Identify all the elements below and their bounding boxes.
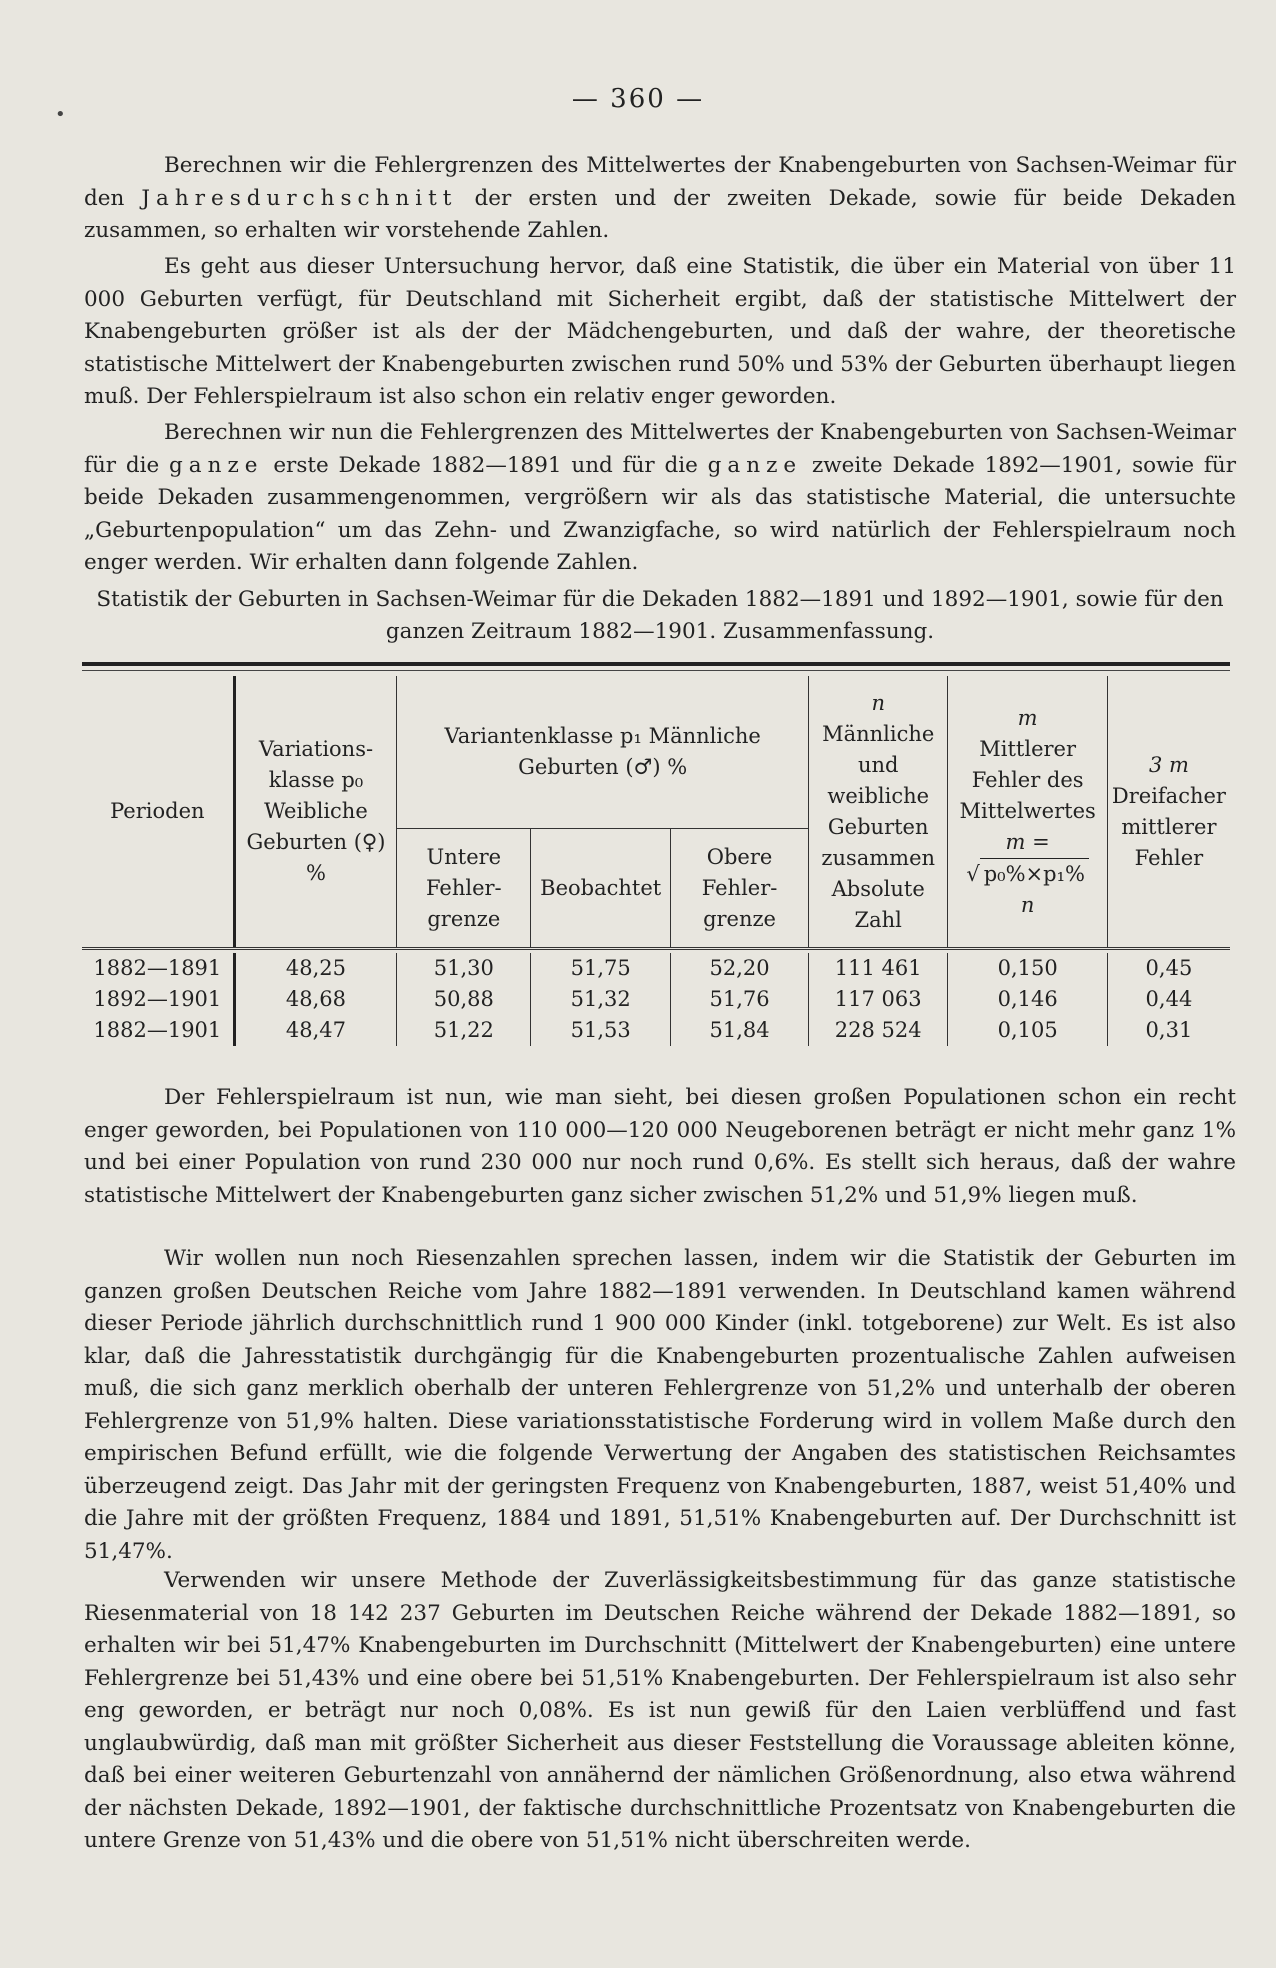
cell-periode: 1882—1891 (93, 956, 222, 980)
cell-3m: 0,44 (1107, 984, 1230, 1015)
header-variationsklasse: Variations- klasse p₀ Weibliche Geburten (♀) % (234, 676, 397, 949)
cell-m: 0,146 (948, 984, 1107, 1015)
paragraph-3-emphasis-2: ganze (707, 452, 803, 478)
cell-beobachtet: 51,53 (531, 1015, 671, 1046)
cell-p0: 48,68 (234, 984, 397, 1015)
header-beobachtet: Beobachtet (531, 829, 671, 949)
header-n-desc: Männliche und weibliche Geburten zusammen Absolute Zahl (821, 721, 936, 932)
header-perioden: Perioden (110, 799, 205, 823)
paragraph-1-text-b: der ersten und der zweiten Dekade, sowie für beide Dekaden zusammen, so erhalten wir vorstehende Zahlen. (84, 185, 1237, 243)
cell-beobachtet: 51,32 (531, 984, 671, 1015)
paragraph-3-text-b: erste Dekade 1882—1891 und für die (263, 452, 708, 478)
cell-periode: 1892—1901 (93, 987, 222, 1011)
paragraph-3-text-a: Berechnen wir nun die Fehlergrenzen des Mittelwertes der Knabengeburten von Sachsen-Weimar für die (84, 420, 1236, 478)
cell-beobachtet: 51,75 (531, 953, 671, 984)
cell-3m: 0,31 (1107, 1015, 1230, 1046)
table-top-rule-thin (82, 670, 1230, 671)
header-m (948, 676, 1107, 949)
paragraph-1-text-a: Berechnen wir die Fehlergrenzen des Mittelwertes der Knabengeburten von Sachsen-Weimar für den (84, 153, 1236, 211)
cell-untere: 51,30 (397, 953, 531, 984)
table-row (82, 1015, 1230, 1046)
cell-obere: 52,20 (671, 953, 809, 984)
header-untere: Untere Fehler- grenze (397, 829, 531, 949)
cell-periode: 1882—1901 (93, 1018, 222, 1042)
cell-p0: 48,47 (234, 1015, 397, 1046)
paragraph-3-emphasis-1: ganze (169, 452, 264, 478)
paragraph-4: Der Fehlerspielraum ist nun, wie man sieht, bei diesen großen Populationen schon ein recht enger geworden, bei Populationen von 110 000—120 000 Neugeborenen beträgt er nicht mehr ganz 1% und bei einer Population von rund 230 000 nur noch rund 0,6%. Es stellt sich heraus, daß der wahre statistische Mittelwert der Knabengeburten ganz sicher zwischen 51,2% und 51,9% liegen muß. (84, 1085, 1236, 1208)
header-m-formula: √ p₀%×p₁% n (966, 858, 1089, 921)
cell-m: 0,105 (948, 1015, 1107, 1046)
cell-obere: 51,76 (671, 984, 809, 1015)
cell-p0: 48,25 (234, 953, 397, 984)
paragraph-5: Wir wollen nun noch Riesenzahlen sprechen lassen, indem wir die Statistik der Geburten im ganzen großen Deutschen Reiche vom Jahre 1882—1891 verwenden. In Deutschland kamen während dieser Periode jährlich durchschnittlich rund 1 900 000 Kinder (inkl. totgeborene) zur Welt. Es ist also klar, daß die Jahresstatistik durchgängig für die Knabengeburten prozentualische Zahlen aufweisen muß, die sich ganz merklich oberhalb der unteren Fehlergrenze von 51,2% und unterhalb der oberen Fehlergrenze von 51,9% halten. Diese variationsstatistische Forderung wird in vollem Maße durch den empirischen Befund erfüllt, wie die folgende Verwertung der Angaben des statistischen Reichsamtes überzeugend zeigt. Das Jahr mit der geringsten Frequenz von Knabengeburten, 1887, weist 51,40% und die Jahre mit der größten Frequenz, 1884 und 1891, 51,51% Knabengeburten auf. Der Durchschnitt ist 51,47%. (84, 1246, 1236, 1564)
cell-m: 0,150 (948, 953, 1107, 984)
cell-obere: 51,84 (671, 1015, 809, 1046)
margin-mark: • (55, 104, 66, 125)
header-m-desc: Mittlerer Fehler des Mittelwertes (959, 736, 1096, 823)
table-top-rule (82, 662, 1230, 666)
page-number: — 360 — (571, 84, 705, 114)
header-3m-desc: Dreifacher mittlerer Fehler (1111, 783, 1226, 870)
cell-n: 117 063 (809, 984, 948, 1015)
paragraph-1-emphasis: Jahresdurchschnitt (141, 185, 458, 211)
cell-n: 228 524 (809, 1015, 948, 1046)
paragraph-3 (84, 417, 1236, 580)
cell-untere: 50,88 (397, 984, 531, 1015)
header-n (809, 676, 948, 949)
header-m-symbol: m (1017, 705, 1038, 730)
header-obere: Obere Fehler- grenze (671, 829, 809, 949)
header-3m-symbol: 3 m (1148, 752, 1189, 777)
header-variantenklasse: Variantenklasse p₁ Männliche Geburten (♂) % (397, 676, 809, 829)
cell-n: 111 461 (809, 953, 948, 984)
header-n-symbol: n (871, 690, 885, 715)
header-m-formula-denominator: n (1020, 892, 1035, 917)
paragraph-6: Verwenden wir unsere Methode der Zuverlässigkeitsbestimmung für das ganze statistische Riesenmaterial von 18 142 237 Geburten im Deutschen Reiche während der Dekade 1882—1891, so erhalten wir bei 51,47% Knabengeburten im Durchschnitt (Mittelwert der Knabengeburten) eine untere Fehlergrenze bei 51,43% und eine obere bei 51,51% Knabengeburten. Der Fehlerspielraum ist also sehr eng geworden, er beträgt nur noch 0,08%. Es ist nun gewiß für den Laien verblüffend und fast unglaubwürdig, daß man mit größter Sicherheit aus dieser Feststellung die Voraussage ableiten könne, daß bei einer weiteren Geburtenzahl von annähernd der nämlichen Größenordnung, also etwa während der nächsten Dekade, 1892—1901, der faktische durchschnittliche Prozentsatz von Knabengeburten die untere Grenze von 51,43% und die obere von 51,51% nicht überschreiten werde. (84, 1568, 1236, 1853)
cell-untere: 51,22 (397, 1015, 531, 1046)
header-3m (1107, 676, 1230, 949)
header-m-formula-lhs: m = (1005, 829, 1050, 854)
table-caption: Statistik der Geburten in Sachsen-Weimar für die Dekaden 1882—1891 und 1892—1901, sowie für den ganzen Zeitraum 1882—1901. Zusammenfassung. (96, 587, 1224, 644)
paragraph-2: Es geht aus dieser Untersuchung hervor, daß eine Statistik, die über ein Material von über 11 000 Geburten verfügt, für Deutschland mit Sicherheit ergibt, daß der statistische Mittelwert der Knabengeburten größer ist als der der Mädchengeburten, und daß der wahre, der theoretische statistische Mittelwert der Knabengeburten zwischen rund 50% und 53% der Geburten überhaupt liegen muß. Der Fehlerspielraum ist also schon ein relativ enger geworden. (84, 254, 1236, 409)
paragraph-3-text-c: zweite Dekade 1892—1901, sowie für beide Dekaden zusammengenommen, vergrößern wir als das statistische Material, die untersuchte „Geburtenpopulation“ um das Zehn- und Zwanzigfache, so wird natürlich der Fehlerspielraum noch enger werden. Wir erhalten dann folgende Zahlen. (84, 452, 1236, 575)
paragraph-1 (84, 150, 1236, 248)
table-row (82, 984, 1230, 1015)
header-m-formula-radicand: p₀%×p₁% (980, 858, 1089, 890)
table-row (82, 953, 1230, 984)
cell-3m: 0,45 (1107, 953, 1230, 984)
statistics-table (82, 676, 1230, 1046)
